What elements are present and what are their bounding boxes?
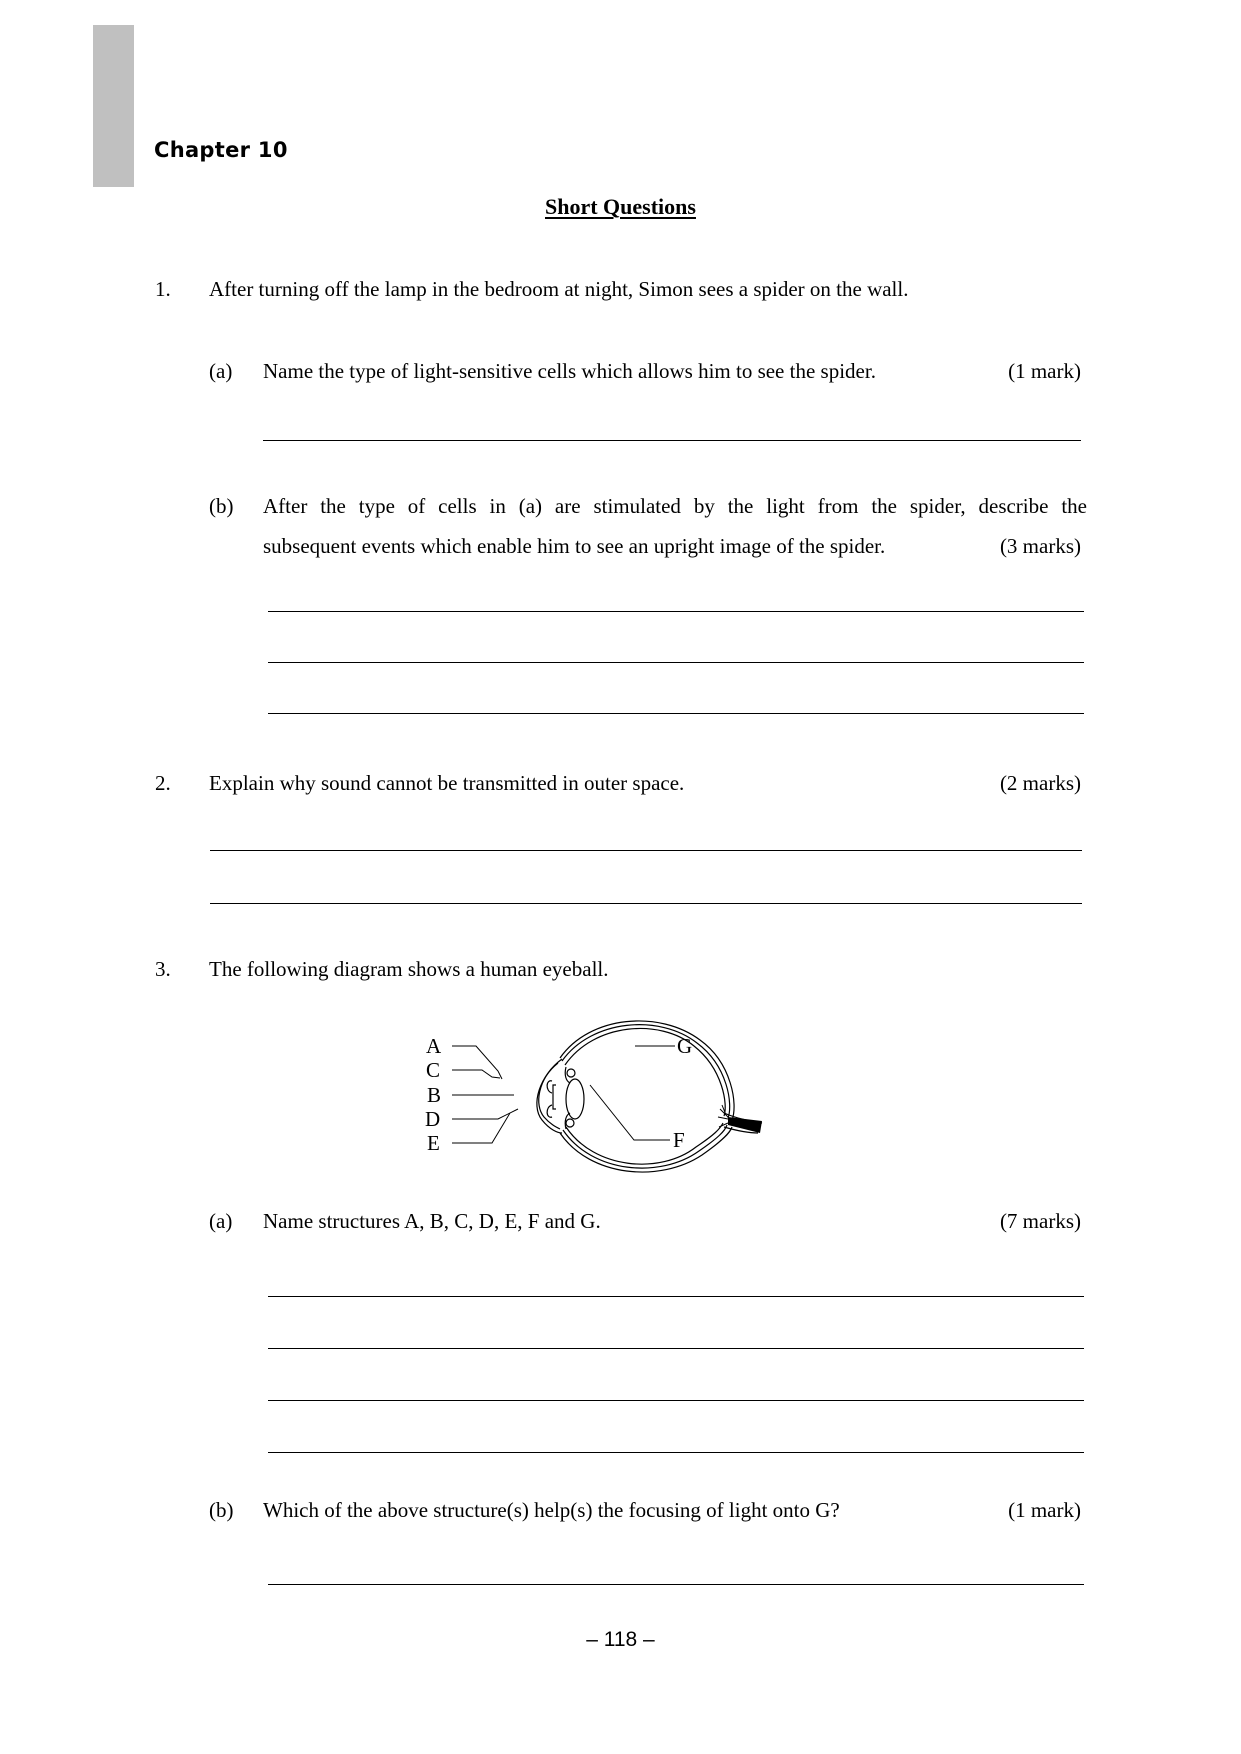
question-3a-label: (a) [209, 1209, 233, 1233]
answer-line[interactable] [268, 1584, 1084, 1585]
eyeball-diagram [425, 1005, 790, 1185]
eyeball-outline [537, 1021, 762, 1172]
answer-line[interactable] [210, 903, 1082, 904]
answer-line[interactable] [268, 1348, 1084, 1349]
answer-line[interactable] [268, 1452, 1084, 1453]
question-1a-text: Name the type of light-sensitive cells which allows him to see the spider. [263, 359, 876, 383]
answer-line[interactable] [268, 662, 1084, 663]
question-2-marks: (2 marks) [999, 771, 1081, 795]
question-1a-label: (a) [209, 359, 233, 383]
label-a: A [426, 1034, 442, 1058]
label-e: E [427, 1131, 440, 1155]
question-1-text: After turning off the lamp in the bedroom at night, Simon sees a spider on the wall. [209, 277, 909, 301]
label-d: D [425, 1107, 441, 1131]
question-3a-text: Name structures A, B, C, D, E, F and G. [263, 1209, 601, 1233]
label-c: C [426, 1058, 441, 1082]
question-2-text: Explain why sound cannot be transmitted in outer space. [209, 771, 685, 795]
label-f: F [673, 1128, 685, 1152]
answer-line[interactable] [268, 1400, 1084, 1401]
answer-line[interactable] [268, 713, 1084, 714]
chapter-title: Chapter 10 [154, 138, 288, 162]
label-b: B [427, 1083, 442, 1107]
label-g: G [677, 1034, 693, 1058]
question-3-text: The following diagram shows a human eyeball. [209, 957, 609, 981]
question-1a-marks: (1 mark) [1008, 359, 1081, 383]
label-leaders [452, 1046, 675, 1143]
answer-line[interactable] [268, 611, 1084, 612]
question-1-number: 1. [155, 277, 171, 301]
question-3b-text: Which of the above structure(s) help(s) the focusing of light onto G? [263, 1498, 840, 1522]
chapter-side-bar [93, 25, 134, 187]
question-3b-label: (b) [209, 1498, 234, 1522]
question-3-number: 3. [155, 957, 171, 981]
answer-line[interactable] [268, 1296, 1084, 1297]
question-2-number: 2. [155, 771, 171, 795]
question-1b-text-line2: subsequent events which enable him to see an upright image of the spider. [263, 534, 886, 558]
section-heading-text: Short Questions [545, 194, 696, 219]
section-heading [0, 194, 1241, 220]
question-1b-text-line1: After the type of cells in (a) are stimulated by the light from the spider, describe the [263, 494, 1087, 518]
question-3a-marks: (7 marks) [999, 1209, 1081, 1233]
page-number: – 118 – [586, 1628, 655, 1651]
question-1b-label: (b) [209, 494, 234, 518]
question-1b-marks: (3 marks) [999, 534, 1081, 558]
answer-line[interactable] [263, 440, 1081, 441]
question-3b-marks: (1 mark) [1008, 1498, 1081, 1522]
answer-line[interactable] [210, 850, 1082, 851]
